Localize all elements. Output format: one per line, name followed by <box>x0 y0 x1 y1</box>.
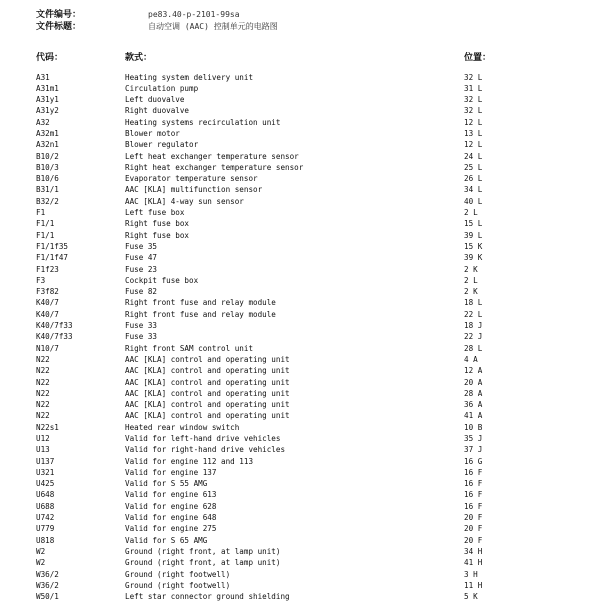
component-description: Valid for engine 275 <box>125 524 217 534</box>
component-code: W2 <box>36 546 46 556</box>
component-code: N22 <box>36 388 50 398</box>
table-row <box>0 320 600 331</box>
component-code: U818 <box>36 535 55 545</box>
component-description: Left star connector ground shielding <box>125 592 290 602</box>
component-position: 28 A <box>464 388 483 398</box>
component-code: K40/7 <box>36 309 59 319</box>
component-description: Evaporator temperature sensor <box>125 174 258 184</box>
component-position: 13 L <box>464 128 483 138</box>
document-number-value: pe83.40-p-2101-99sa <box>148 10 240 19</box>
component-description: AAC [KLA] control and operating unit <box>125 400 290 410</box>
table-row <box>0 196 600 207</box>
component-description: Right fuse box <box>125 230 190 240</box>
component-position: 31 L <box>464 83 483 93</box>
component-code: B10/3 <box>36 162 59 172</box>
component-position: 41 H <box>464 558 483 568</box>
component-description: Fuse 33 <box>125 321 158 331</box>
component-code: F1/1f35 <box>36 241 69 251</box>
component-position: 39 K <box>464 253 483 263</box>
component-code: A31y2 <box>36 106 59 116</box>
component-description: Right fuse box <box>125 219 190 229</box>
component-code: N22 <box>36 366 50 376</box>
component-position: 25 L <box>464 162 483 172</box>
component-description: Valid for engine 628 <box>125 501 217 511</box>
table-row <box>0 83 600 94</box>
component-code: F1f23 <box>36 264 59 274</box>
component-position: 15 K <box>464 241 483 251</box>
component-code: U688 <box>36 501 55 511</box>
component-position: 2 L <box>464 275 478 285</box>
component-description: AAC [KLA] control and operating unit <box>125 377 290 387</box>
component-position: 32 L <box>464 72 483 82</box>
component-position: 18 L <box>464 298 483 308</box>
component-description: Heated rear window switch <box>125 422 240 432</box>
component-position: 40 L <box>464 196 483 206</box>
component-description: Valid for engine 613 <box>125 490 217 500</box>
table-row <box>0 297 600 308</box>
component-position: 20 F <box>464 535 483 545</box>
component-description: Ground (right front, at lamp unit) <box>125 546 281 556</box>
component-table-body <box>0 72 600 603</box>
component-position: 12 L <box>464 117 483 127</box>
component-description: Left heat exchanger temperature sensor <box>125 151 299 161</box>
component-code: K40/7f33 <box>36 332 73 342</box>
table-row <box>0 501 600 512</box>
component-code: B31/1 <box>36 185 59 195</box>
component-code: F1/1 <box>36 219 55 229</box>
component-code: K40/7 <box>36 298 59 308</box>
table-row <box>0 286 600 297</box>
table-row <box>0 557 600 568</box>
table-row <box>0 546 600 557</box>
component-position: 20 F <box>464 513 483 523</box>
table-row <box>0 139 600 150</box>
component-code: U321 <box>36 467 55 477</box>
table-row <box>0 117 600 128</box>
table-row <box>0 523 600 534</box>
component-description: Circulation pump <box>125 83 199 93</box>
component-code: N10/7 <box>36 343 59 353</box>
component-description: AAC [KLA] multifunction sensor <box>125 185 263 195</box>
component-code: N22 <box>36 354 50 364</box>
component-description: Fuse 82 <box>125 287 158 297</box>
component-position: 36 A <box>464 400 483 410</box>
component-description: Fuse 35 <box>125 241 158 251</box>
component-position: 37 J <box>464 445 483 455</box>
component-description: Left fuse box <box>125 208 185 218</box>
component-code: F1 <box>36 208 46 218</box>
component-description: AAC [KLA] control and operating unit <box>125 366 290 376</box>
table-row <box>0 433 600 444</box>
component-description: Right front fuse and relay module <box>125 298 276 308</box>
component-description: Fuse 23 <box>125 264 158 274</box>
component-position: 11 H <box>464 580 483 590</box>
component-description: AAC [KLA] 4-way sun sensor <box>125 196 244 206</box>
component-code: W36/2 <box>36 580 59 590</box>
table-row <box>0 444 600 455</box>
component-description: Valid for engine 648 <box>125 513 217 523</box>
document-title-value: 自动空调 (AAC) 控制单元的电路图 <box>148 22 278 31</box>
component-position: 2 K <box>464 287 478 297</box>
table-row <box>0 151 600 162</box>
component-description: Left duovalve <box>125 95 185 105</box>
table-row <box>0 184 600 195</box>
component-description: Heating systems recirculation unit <box>125 117 281 127</box>
table-row <box>0 264 600 275</box>
component-code: W50/1 <box>36 592 59 602</box>
component-code: A32m1 <box>36 128 59 138</box>
component-code: U12 <box>36 434 50 443</box>
component-code: A32n1 <box>36 140 59 150</box>
table-row <box>0 410 600 421</box>
component-position: 22 J <box>464 332 483 342</box>
component-code: N22 <box>36 411 50 421</box>
table-header <box>0 52 600 64</box>
component-position: 10 B <box>464 422 483 432</box>
component-description: Valid for engine 112 and 113 <box>125 456 254 466</box>
component-position: 26 L <box>464 174 483 184</box>
table-row <box>0 162 600 173</box>
component-code: U779 <box>36 524 55 534</box>
table-row <box>0 388 600 399</box>
table-row <box>0 591 600 602</box>
component-position: 20 F <box>464 524 483 534</box>
component-position: 39 L <box>464 230 483 240</box>
component-description: Ground (right front, at lamp unit) <box>125 558 281 568</box>
table-row <box>0 218 600 229</box>
component-code: B10/2 <box>36 151 59 161</box>
table-row <box>0 128 600 139</box>
table-row <box>0 489 600 500</box>
component-code: N22 <box>36 377 50 387</box>
component-description: Fuse 33 <box>125 332 158 342</box>
component-code: A32 <box>36 117 50 127</box>
component-description: AAC [KLA] control and operating unit <box>125 388 290 398</box>
component-description: Blower regulator <box>125 140 199 150</box>
component-description: Cockpit fuse box <box>125 275 199 285</box>
table-row <box>0 535 600 546</box>
component-code: B10/6 <box>36 174 59 184</box>
component-position: 16 F <box>464 501 483 511</box>
component-code: A31 <box>36 72 50 82</box>
table-row <box>0 456 600 467</box>
component-description: Ground (right footwell) <box>125 580 231 590</box>
component-position: 34 H <box>464 546 483 556</box>
component-code: U648 <box>36 490 55 500</box>
table-row <box>0 377 600 388</box>
table-row <box>0 569 600 580</box>
component-code: A31m1 <box>36 83 59 93</box>
component-position: 32 L <box>464 106 483 116</box>
table-row <box>0 207 600 218</box>
component-description: Valid for left-hand drive vehicles <box>125 434 281 443</box>
table-row <box>0 422 600 433</box>
component-code: U13 <box>36 445 50 455</box>
component-position: 3 H <box>464 569 478 579</box>
component-position: 12 A <box>464 366 483 376</box>
component-description: Valid for right-hand drive vehicles <box>125 445 286 455</box>
table-row <box>0 105 600 116</box>
component-position: 28 L <box>464 343 483 353</box>
component-position: 41 A <box>464 411 483 421</box>
component-code: F1/1f47 <box>36 253 69 263</box>
component-position: 15 L <box>464 219 483 229</box>
component-position: 4 A <box>464 354 478 364</box>
table-row <box>0 173 600 184</box>
component-position: 16 F <box>464 479 483 489</box>
component-code: U137 <box>36 456 55 466</box>
component-code: U425 <box>36 479 55 489</box>
component-code: W2 <box>36 558 46 568</box>
table-row <box>0 478 600 489</box>
table-row <box>0 512 600 523</box>
component-code: F3 <box>36 275 46 285</box>
component-description: Right front fuse and relay module <box>125 309 276 319</box>
component-position: 2 K <box>464 264 478 274</box>
component-code: N22s1 <box>36 422 59 432</box>
document-title-label: 文件标题： <box>36 22 82 32</box>
component-position: 32 L <box>464 95 483 105</box>
table-row <box>0 72 600 83</box>
component-code: U742 <box>36 513 55 523</box>
component-code: A31y1 <box>36 95 59 105</box>
table-row <box>0 252 600 263</box>
component-description: Heating system delivery unit <box>125 72 254 82</box>
component-position: 16 F <box>464 467 483 477</box>
component-description: Fuse 47 <box>125 253 158 263</box>
table-row <box>0 230 600 241</box>
table-row <box>0 399 600 410</box>
component-description: Right heat exchanger temperature sensor <box>125 162 304 172</box>
table-row <box>0 94 600 105</box>
component-position: 22 L <box>464 309 483 319</box>
table-row <box>0 467 600 478</box>
component-description: Blower motor <box>125 128 180 138</box>
table-row <box>0 331 600 342</box>
component-position: 18 J <box>464 321 483 331</box>
component-position: 5 K <box>464 592 478 602</box>
component-description: Valid for S 65 AMG <box>125 535 208 545</box>
component-code: N22 <box>36 400 50 410</box>
table-row <box>0 241 600 252</box>
component-position: 2 L <box>464 208 478 218</box>
table-row <box>0 365 600 376</box>
header-position: 位置： <box>464 53 492 63</box>
component-code: F1/1 <box>36 230 55 240</box>
component-position: 34 L <box>464 185 483 195</box>
table-row <box>0 354 600 365</box>
component-description: AAC [KLA] control and operating unit <box>125 354 290 364</box>
component-description: Right duovalve <box>125 106 190 116</box>
component-description: AAC [KLA] control and operating unit <box>125 411 290 421</box>
component-code: W36/2 <box>36 569 59 579</box>
component-description: Right front SAM control unit <box>125 343 254 353</box>
table-row <box>0 343 600 354</box>
table-row <box>0 309 600 320</box>
component-code: F3f82 <box>36 287 59 297</box>
header-description: 款式： <box>125 53 153 63</box>
table-row <box>0 580 600 591</box>
component-position: 12 L <box>464 140 483 150</box>
component-position: 35 J <box>464 434 483 443</box>
component-description: Valid for S 55 AMG <box>125 479 208 489</box>
component-position: 20 A <box>464 377 483 387</box>
table-row <box>0 275 600 286</box>
component-description: Valid for engine 137 <box>125 467 217 477</box>
component-position: 16 G <box>464 456 483 466</box>
component-code: K40/7f33 <box>36 321 73 331</box>
document-number-label: 文件编号： <box>36 10 82 20</box>
component-position: 16 F <box>464 490 483 500</box>
component-description: Ground (right footwell) <box>125 569 231 579</box>
component-code: B32/2 <box>36 196 59 206</box>
component-position: 24 L <box>464 151 483 161</box>
header-code: 代码： <box>36 53 64 63</box>
